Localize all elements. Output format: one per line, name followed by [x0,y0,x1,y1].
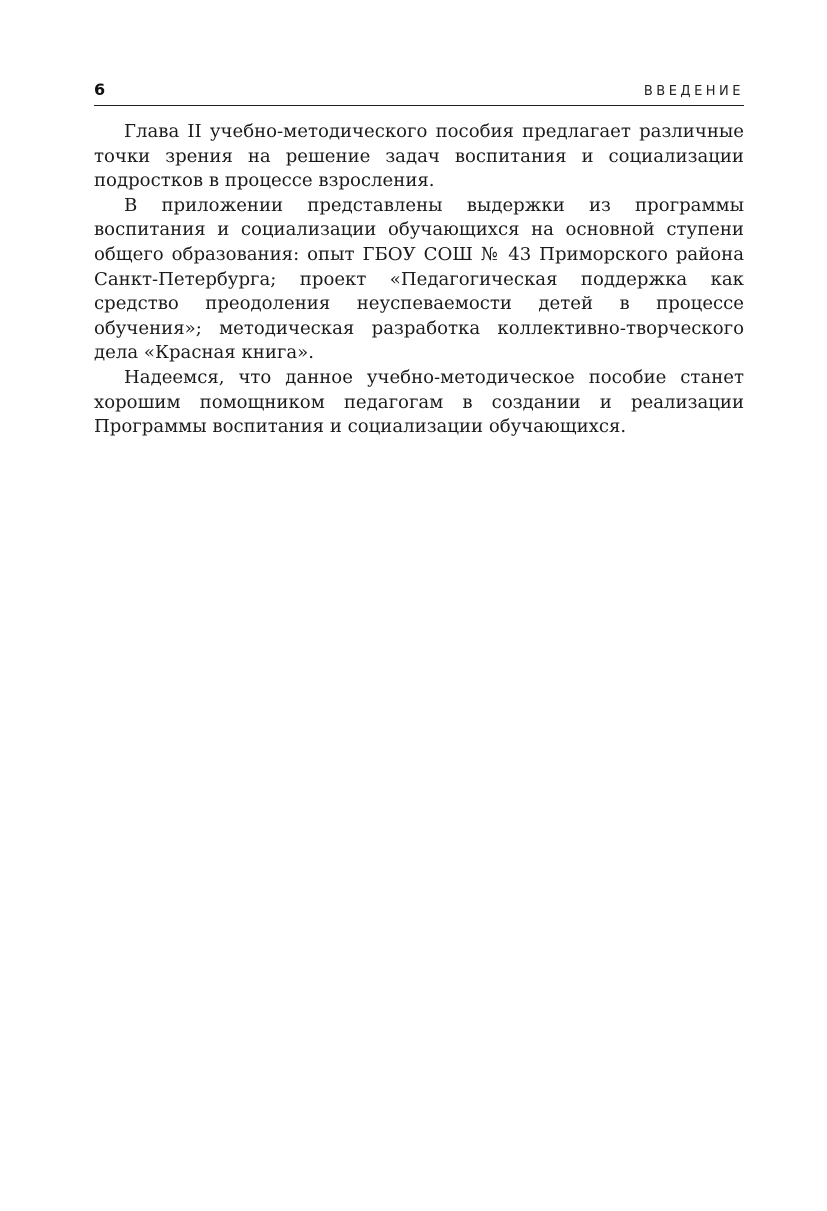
paragraph-conclusion: Надеемся, что данное учебно-методическое пособие станет хорошим помощником педагогам в создании и реализации Программы воспитания и социализации обучающихся. [94,366,744,438]
running-header [94,80,744,106]
section-title: ВВЕДЕНИЕ [643,84,744,99]
paragraph-appendix: В приложении представлены выдержки из программы воспитания и социализации обучающихся на основной ступени общего образования: опыт ГБОУ СОШ № 43 Приморского района Санкт-Петербурга; проект «Педагогическая поддержка как средство преодоления неуспеваемости детей в процессе обучения»; методическая разработка коллективно-творческого дела «Красная книга». [94,194,744,364]
page-number: 6 [94,80,106,99]
body-text [94,120,744,440]
book-page [94,80,744,440]
paragraph-chapter-two: Глава II учебно-методического пособия предлагает различные точки зрения на решение задач воспитания и социализации подростков в процессе взросления. [94,121,744,192]
